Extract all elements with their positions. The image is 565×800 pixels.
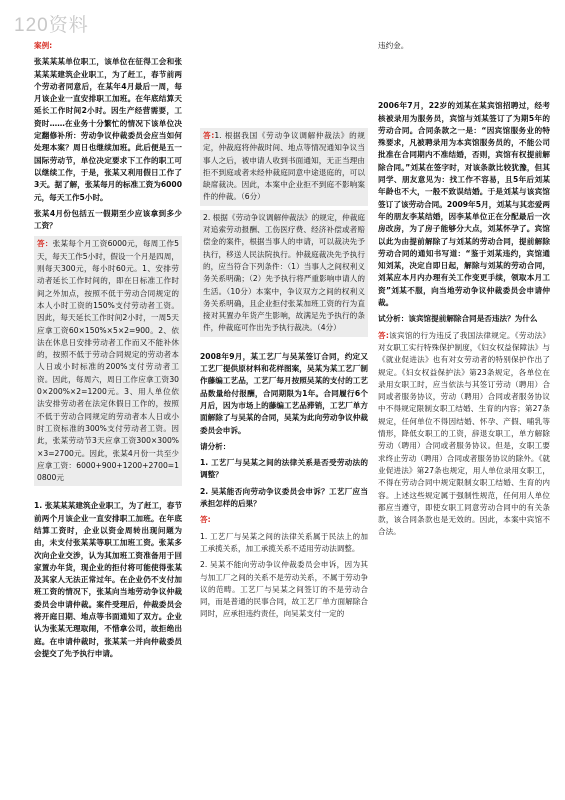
case-4-answer xyxy=(378,330,550,539)
question-2: 2. 吴某能否向劳动争议委员会申诉？工艺厂应当承担怎样的后果？ xyxy=(200,486,368,509)
continued-text: 违约金。 xyxy=(378,41,409,50)
answer-label: 答: xyxy=(203,131,215,140)
case-3-text: 2008年9月，某工艺厂与吴某签订合同，约定又工艺厂提供原材料和花样图案，吴某为某工艺厂制作藤编工艺品，工艺厂每月按照吴某的支付的工艺品数量给付报酬，合同期限为1年。合同履行6个月后，因为市场上的藤编工艺品滞销，工艺厂单方面解除了与吴某的合同，吴某为此向劳动争议仲裁委员会申诉。 xyxy=(200,351,368,435)
case-1-answer xyxy=(34,236,182,486)
answer-text: 张某每个月工资6000元，每周工作5天，每天工作5小时，假设一个月是四周，则每天300元，每小时60元。1、安排劳动者延长工作时间的，即在日标准工作时间之外加点，按照不低于劳动合同规定的本人小时工资的150%支付劳动者工资。因此，每天延长工作时间2小时，一周5天应拿工资60×150%×5×2=900。2、依法在休息日安排劳动者工作而又不能补休的，按照不低于劳动合同规定的劳动者本人日或小时标准的200%支付劳动者工资。因此，每周六，周日工作应拿工资300×200%×2=1200元。3、用人单位依法安排劳动者在法定休假日工作的，按照不低于劳动合同规定的劳动者本人日或小时工资标准的300%支付劳动者工资。因此，张某劳动节3天应拿工资300×300%×3=2700元。因此，张某4月份一共至少应拿工资：6000+900+1200+2700=10800元 xyxy=(37,239,180,483)
answer-3-1: 1. 工艺厂与吴某之间的法律关系属于民法上的加工承揽关系，加工承揽关系不适用劳动法调整。 xyxy=(200,531,368,553)
case-4-text: 2006年7月，22岁的刘某在某宾馆招聘过，经考核被录用为服务员，宾馆与刘某签订了为期5年的劳动合同。合同条款之一是：“因宾馆服务业的特殊要求，凡被聘录用为本宾馆服务员的，不能公司批准在合同期内不准结婚，否则，宾馆有权提前解除合同。”刘某在签字时，对该条款比较犹豫，但其同学、朋友意见为：找工作不容易，且5年后刘某年龄也不大，一般不致误结婚。于是刘某与该宾馆签订了该劳动合同。2009年5月，刘某与其恋爱两年的朋友李某结婚，因李某单位正在分配最后一次房改房，为了房子能够分大点，刘某怀孕了。宾馆以此为由提前解除了与刘某的劳动合同，提前解除劳动合同的通知书写道：“鉴于刘某违约，宾馆通知刘某，决定自即日起，解除与刘某的劳动合同，刘某应本月内办理有关工作变更手续，领取本月工资”刘某不服，向当地劳动争议仲裁委员会申请仲裁。 xyxy=(378,101,550,308)
analysis-label: 请分析： xyxy=(200,441,231,451)
case-4-question: 试分析：该宾馆提前解除合同是否违法？为什么 xyxy=(378,314,538,324)
case-label: 案例: xyxy=(34,41,53,50)
column-middle xyxy=(200,128,368,625)
question-1: 1. 工艺厂与吴某之间的法律关系是否受劳动法的调整？ xyxy=(200,458,368,480)
case-2-text: 1. 张某某某建筑企业职工，为了赶工，春节前两个月该企业一直安排职工加班。在年底结算工资时，企业以资金周转出现问题为由，未支付张某某等职工加班工资。张某多次向企业交涉，认为其加班工资准备用于回家置办年货，现企业的拒付将可能使得张某及其家人无法正常过年。在企业仍不支付加班工资的情况下，张某向当地劳动争议仲裁委员会申请仲裁。案件受理后，仲裁委员会将开庭日期、地点等书面通知了双方。企业认为张某无理取闹，不惜拿公司，故拒绝出庭。在申请仲裁时，张某某一并向仲裁委员会提交了先予执行申请。 xyxy=(34,501,182,658)
answer-block-1 xyxy=(200,128,368,206)
answer-3-2: 2. 吴某不能向劳动争议仲裁委员会申诉，因为其与加工厂之间的关系不是劳动关系，不属于劳动争议的范畴。工艺厂与吴某之间签订的不是劳动合同，而是普通的民事合同，故工艺厂单方面解除合同时，应承担违约责任，向吴某支付一定的 xyxy=(200,560,368,619)
column-left xyxy=(34,40,182,664)
answer-label: 答: xyxy=(378,330,389,340)
answer-label: 答： xyxy=(37,239,53,249)
answer-text: 该宾馆的行为违反了我国法律规定。《劳动法》对女职工实行特殊保护制度，《妇女权益保障法》与《就业促进法》也有对女劳动者的特别保护作出了规定。《妇女权益保护法》第23条规定，各单位在录用女职工时，应当依法与其签订劳动（聘用）合同或者服务协议，劳动（聘用）合同或者服务协议中不得规定限制女职工结婚、生育的内容；第27条规定，任何单位不得因结婚、怀孕、产假、哺乳等情形，降低女职工的工资，辞退女职工，单方解除劳动（聘用）合同或者服务协议。但是，女职工要求终止劳动（聘用）合同或者服务协议的除外。《就业促进法》第27条也规定，用人单位录用女职工，不得在劳动合同中规定限制女职工结婚、生育的内容。上述这些规定属于强制性规范，任何用人单位都应当遵守，即使女职工同意劳动合同中的有关条款，该合同条款也是无效的。因此，本案中宾馆不合法。 xyxy=(378,330,550,537)
answer-block-2: 2. 根据《劳动争议调解仲裁法》的规定，仲裁庭对追索劳动报酬、工伤医疗费、经济补偿或者赔偿金的案件，根据当事人的申请，可以裁决先予执行，移送人民法院执行。仲裁庭裁决先予执行的，应当符合下列条件：（1）当事人之间权利义务关系明确；（2）先予执行将严重影响申请人的生活。（10分）本案中，争议双方之间的权利义务关系明确，且企业拒付张某加班工资的行为直接对其置办年货产生影响，故满足先予执行的条件，仲裁庭可作出先予执行裁决。（4分） xyxy=(200,210,368,337)
answer-part-1: 1. 根据我国《劳动争议调解仲裁法》的规定，仲裁庭将仲裁时间、地点等情况通知争议当事人之后，被申请人收到书面通知，无正当理由拒不到庭或者未经仲裁庭同意中途退庭的，可以缺席裁决。因此，本案中企业拒不到庭不影响案件的仲裁。（6分） xyxy=(203,131,365,202)
column-right xyxy=(378,40,550,543)
watermark-text: 120资料 xyxy=(14,15,89,36)
case-1-question: 张某4月份包括五一假期至少应该拿到多少工资？ xyxy=(34,208,182,231)
answer-label-2: 答: xyxy=(200,515,211,525)
case-1-text: 张某某某单位职工，该单位在征得工会和张某某某建筑企业职工，为了赶工，春节前两个劳动者同意后，在某年4月最后一周，每月该企业一直安排职工加班。在年底结算天延长工作时间2小时。因生产经营需要，工资时……在业务十分繁忙的情况下该单位决定翻修补所：劳动争议仲裁委员会应当如何处理本案？周日也继续加班。此后便是五一国际劳动节，单位决定要求下工作的职工可以继续工作，于是，张某又利用假日工作了3天。据了解，张某每月的标准工资为6000元，每天工作5小时。 xyxy=(34,57,182,202)
